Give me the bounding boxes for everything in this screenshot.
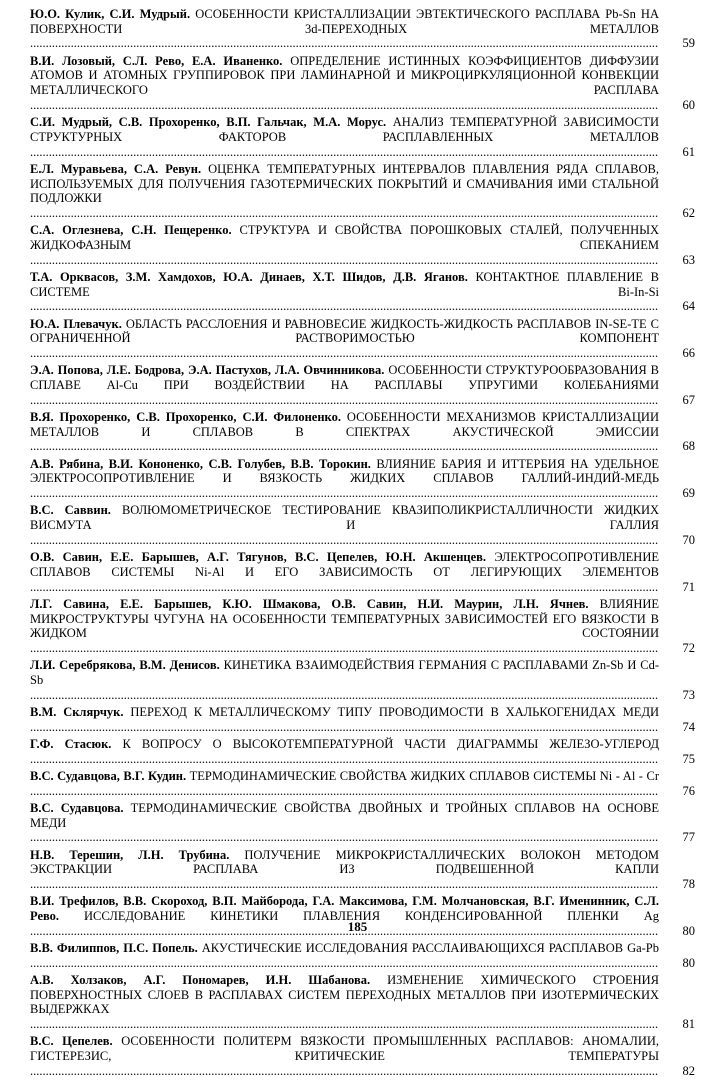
entry-authors: В.В. Филиппов, П.С. Попель.: [30, 941, 198, 956]
entry-authors: А.В. Рябина, В.И. Кононенко, С.В. Голубев, В.В. Торокин.: [30, 456, 371, 471]
dot-leader: [30, 486, 659, 500]
toc-entry-text: [30, 658, 659, 702]
dot-leader: [30, 720, 659, 734]
dot-leader: [30, 299, 659, 313]
entry-page-number: 72: [682, 640, 695, 655]
entry-authors: Ю.А. Плевачук.: [30, 316, 122, 331]
toc-entry: [30, 769, 695, 798]
entry-title: ОСОБЕННОСТИ МЕХАНИЗМОВ КРИСТАЛЛИЗАЦИИ МЕТАЛЛОВ И СПЛАВОВ В СПЕКТРАХ АКУСТИЧЕСКОЙ ЭМИССИИ: [30, 410, 659, 439]
dot-leader: [30, 145, 659, 159]
entry-authors: В.С. Судавцова, В.Г. Кудин.: [30, 768, 187, 783]
dot-leader: [30, 1064, 659, 1078]
entry-authors: Н.В. Терешин, Л.Н. Трубина.: [30, 847, 230, 862]
toc-entry: [30, 54, 695, 113]
toc-entry: [30, 115, 695, 159]
toc-entry-text: [30, 223, 659, 267]
entry-page-number: 68: [682, 439, 695, 454]
entry-authors: Л.И. Серебрякова, В.М. Денисов.: [30, 658, 220, 673]
toc-entry-text: [30, 941, 659, 970]
dot-leader: [30, 1017, 659, 1031]
entry-page-number: 61: [682, 144, 695, 159]
entry-authors: Л.Г. Савина, Е.Е. Барышев, К.Ю. Шмакова, О.В. Савин, Н.И. Маурин, Л.Н. Ячнев.: [30, 596, 589, 611]
toc-entry-text: [30, 317, 659, 361]
toc-entry: [30, 848, 695, 892]
dot-leader: [30, 688, 659, 702]
toc-entry-text: [30, 848, 659, 892]
entry-page-number: 81: [682, 1017, 695, 1032]
entry-page-number: 80: [682, 923, 695, 938]
dot-leader: [30, 877, 659, 891]
page-number: 185: [347, 919, 368, 934]
toc-entry-text: [30, 737, 659, 766]
entry-title: ОБЛАСТЬ РАССЛОЕНИЯ И РАВНОВЕСИЕ ЖИДКОСТЬ-ЖИДКОСТЬ РАСПЛАВОВ IN-SE-TE С ОГРАНИЧЕННОЙ РАСТВОРИМОСТЬЮ КОМПОНЕНТ: [30, 316, 659, 346]
dot-leader: [30, 346, 659, 360]
entry-authors: В.С. Цепелев.: [30, 1034, 113, 1049]
entry-page-number: 60: [682, 97, 695, 112]
entry-title: ОЦЕНКА ТЕМПЕРАТУРНЫХ ИНТЕРВАЛОВ ПЛАВЛЕНИЯ РЯДА СПЛАВОВ, ИСПОЛЬЗУЕМЫХ ДЛЯ ПОЛУЧЕНИЯ ГАЗОТЕРМИЧЕСКИХ ПОКРЫТИЙ И СМАЧИВАНИЯ ИМИ СТАЛЬНОЙ ПОДЛОЖКИ: [30, 161, 659, 206]
entry-page-number: 59: [682, 36, 695, 51]
entry-page-number: 80: [682, 955, 695, 970]
entry-authors: Т.А. Орквасов, З.М. Хамдохов, Ю.А. Динаев, Х.Т. Шидов, Д.В. Яганов.: [30, 269, 468, 284]
entry-page-number: 67: [682, 392, 695, 407]
entry-title: ИССЛЕДОВАНИЕ КИНЕТИКИ ПЛАВЛЕНИЯ КОНДЕНСИРОВАННОЙ ПЛЕНКИ Ag: [83, 909, 659, 924]
toc-entry: [30, 737, 695, 766]
dot-leader: [30, 752, 659, 766]
toc-entry: [30, 1034, 695, 1078]
entry-page-number: 70: [682, 532, 695, 547]
toc-entry-text: [30, 162, 659, 221]
dot-leader: [30, 830, 659, 844]
dot-leader: [30, 253, 659, 267]
entry-page-number: 62: [682, 205, 695, 220]
toc-entry-text: [30, 801, 659, 845]
entry-page-number: 74: [682, 719, 695, 734]
toc-entry: [30, 973, 695, 1032]
toc-entry-text: [30, 410, 659, 454]
entry-title: ОСОБЕННОСТИ ПОЛИТЕРМ ВЯЗКОСТИ ПРОМЫШЛЕННЫХ РАСПЛАВОВ: АНОМАЛИИ, ГИСТЕРЕЗИС, КРИТИЧЕСКИЕ ТЕМПЕРАТУРЫ: [30, 1034, 659, 1064]
entry-page-number: 63: [682, 252, 695, 267]
toc-entry-text: [30, 7, 659, 51]
toc-entry-text: [30, 363, 659, 407]
entry-authors: В.С. Судавцова.: [30, 800, 124, 815]
entry-title: ПЕРЕХОД К МЕТАЛЛИЧЕСКОМУ ТИПУ ПРОВОДИМОСТИ В ХАЛЬКОГЕНИДАХ МЕДИ: [130, 704, 659, 719]
entry-authors: В.М. Склярчук.: [30, 704, 124, 719]
toc-entry: [30, 410, 695, 454]
entry-authors: В.Я. Прохоренко, С.В. Прохоренко, С.И. Филоненко.: [30, 410, 341, 425]
entry-title: ЭЛЕКТРОСОПРОТИВЛЕНИЕ СПЛАВОВ СИСТЕМЫ Ni-Al И ЕГО ЗАВИСИМОСТЬ ОТ ЛЕГИРУЮЩИХ ЭЛЕМЕНТОВ: [30, 550, 659, 579]
entry-title: ПОЛУЧЕНИЕ МИКРОКРИСТАЛЛИЧЕСКИХ ВОЛОКОН МЕТОДОМ ЭКСТРАКЦИИ РАСПЛАВА ИЗ ПОДВЕШЕННОЙ КАПЛИ: [30, 847, 659, 877]
entry-page-number: 66: [682, 346, 695, 361]
toc-entry-text: [30, 973, 659, 1032]
entry-title: КИНЕТИКА ВЗАИМОДЕЙСТВИЯ ГЕРМАНИЯ С РАСПЛАВАМИ Zn-Sb И Cd-Sb: [30, 658, 659, 687]
toc-entry-text: [30, 115, 659, 159]
toc-entry-text: [30, 705, 659, 734]
toc-entry-text: [30, 503, 659, 547]
entry-title: ИЗМЕНЕНИЕ ХИМИЧЕСКОГО СТРОЕНИЯ ПОВЕРХНОСТНЫХ СЛОЕВ В РАСПЛАВАХ СИСТЕМ ПЕРЕХОДНЫХ МЕТАЛЛОВ ПРИ ИЗОТЕРМИЧЕСКИХ ВЫДЕРЖКАХ: [30, 973, 659, 1017]
toc-entry-text: [30, 457, 659, 501]
dot-leader: [30, 439, 659, 453]
toc-entry-text: [30, 769, 659, 798]
entry-page-number: 82: [682, 1063, 695, 1078]
dot-leader: [30, 956, 659, 970]
entry-page-number: 71: [682, 579, 695, 594]
dot-leader: [30, 580, 659, 594]
toc-entry-text: [30, 597, 659, 656]
dot-leader: [30, 784, 659, 798]
toc-entry: [30, 658, 695, 702]
toc-entry: [30, 162, 695, 221]
toc-entry: [30, 941, 695, 970]
dot-leader: [30, 98, 659, 112]
entry-authors: А.В. Холзаков, А.Г. Пономарев, И.Н. Шабанова.: [30, 973, 371, 988]
entry-title: СТРУКТУРА И СВОЙСТВА ПОРОШКОВЫХ СТАЛЕЙ, ПОЛУЧЕННЫХ ЖИДКОФАЗНЫМ СПЕКАНИЕМ: [30, 223, 659, 252]
toc-entry: [30, 363, 695, 407]
entry-title: ОПРЕДЕЛЕНИЕ ИСТИННЫХ КОЭФФИЦИЕНТОВ ДИФФУЗИИ АТОМОВ И АТОМНЫХ ГРУППИРОВОК ПРИ ЛАМИНАРНОЙ И МИКРОЦИРКУЛЯЦИОННОЙ КОНВЕКЦИИ МЕТАЛЛИЧЕСКОГО РАСПЛАВА: [30, 53, 659, 98]
dot-leader: [30, 393, 659, 407]
entry-title: АНАЛИЗ ТЕМПЕРАТУРНОЙ ЗАВИСИМОСТИ СТРУКТУРНЫХ ФАКТОРОВ РАСПЛАВЛЕННЫХ МЕТАЛЛОВ: [30, 115, 659, 144]
dot-leader: [30, 533, 659, 547]
toc-entry-text: [30, 1034, 659, 1078]
entry-title: АКУСТИЧЕСКИЕ ИССЛЕДОВАНИЯ РАССЛАИВАЮЩИХСЯ РАСПЛАВОВ Ga-Pb: [201, 941, 659, 956]
toc-entry: [30, 597, 695, 656]
entry-page-number: 64: [682, 299, 695, 314]
toc-entry: [30, 223, 695, 267]
entry-authors: Е.Л. Муравьева, С.А. Ревун.: [30, 161, 202, 176]
entry-page-number: 78: [682, 877, 695, 892]
toc-entry-text: [30, 54, 659, 113]
toc-entry-text: [30, 550, 659, 594]
toc-entry: [30, 457, 695, 501]
dot-leader: [30, 206, 659, 220]
entry-page-number: 69: [682, 486, 695, 501]
entry-authors: Э.А. Попова, Л.Е. Бодрова, Э.А. Пастухов, Л.А. Овчинникова.: [30, 363, 385, 378]
dot-leader: [30, 36, 659, 50]
toc-entry: [30, 7, 695, 51]
toc-entry: [30, 270, 695, 314]
entry-title: ВЛИЯНИЕ БАРИЯ И ИТТЕРБИЯ НА УДЕЛЬНОЕ ЭЛЕКТРОСОПРОТИВЛЕНИЕ И ВЯЗКОСТЬ ЖИДКИХ СПЛАВОВ ГАЛЛИЙ-ИНДИЙ-МЕДЬ: [30, 456, 659, 486]
entry-authors: В.И. Трефилов, В.В. Скороход, В.П. Майборода, Г.А. Максимова, Г.М. Молчановская, В.Г. Именинник, С.Л. Рево.: [30, 894, 659, 924]
entry-authors: С.А. Оглезнева, С.Н. Пещеренко.: [30, 223, 232, 238]
toc-entry: [30, 317, 695, 361]
toc-entry-text: [30, 270, 659, 314]
entry-title: КОНТАКТНОЕ ПЛАВЛЕНИЕ В СИСТЕМЕ Bi-In-Si: [30, 269, 659, 299]
entry-title: ТЕРМОДИНАМИЧЕСКИЕ СВОЙСТВА ЖИДКИХ СПЛАВОВ СИСТЕМЫ Ni - Al - Cr: [189, 768, 659, 783]
entry-page-number: 77: [682, 830, 695, 845]
toc-entry: [30, 503, 695, 547]
entry-title: ВЛИЯНИЕ МИКРОСТРУКТУРЫ ЧУГУНА НА ОСОБЕННОСТИ ТЕМПЕРАТУРНЫХ ЗАВИСИМОСТЕЙ ЕГО ВЯЗКОСТИ В ЖИДКОМ СОСТОЯНИИ: [30, 596, 659, 641]
entry-title: ВОЛЮМОМЕТРИЧЕСКОЕ ТЕСТИРОВАНИЕ КВАЗИПОЛИКРИСТАЛЛИЧНОСТИ ЖИДКИХ ВИСМУТА И ГАЛЛИЯ: [30, 503, 659, 533]
entry-page-number: 76: [682, 783, 695, 798]
entry-authors: В.И. Лозовый, С.Л. Рево, Е.А. Иваненко.: [30, 53, 283, 68]
entry-authors: Ю.О. Кулик, С.И. Мудрый.: [30, 7, 191, 21]
entry-authors: С.И. Мудрый, С.В. Прохоренко, В.П. Гальчак, М.А. Морус.: [30, 115, 387, 130]
entry-title: ТЕРМОДИНАМИЧЕСКИЕ СВОЙСТВА ДВОЙНЫХ И ТРОЙНЫХ СПЛАВОВ НА ОСНОВЕ МЕДИ: [30, 800, 659, 830]
entry-title: ОСОБЕННОСТИ КРИСТАЛЛИЗАЦИИ ЭВТЕКТИЧЕСКОГО РАСПЛАВА Pb-Sn НА ПОВЕРХНОСТИ 3d-ПЕРЕХОДНЫХ МЕТАЛЛОВ: [30, 7, 659, 36]
entry-page-number: 73: [682, 687, 695, 702]
entry-authors: Г.Ф. Стасюк.: [30, 736, 112, 751]
entry-authors: О.В. Савин, Е.Е. Барышев, А.Г. Тягунов, В.С. Цепелев, Ю.Н. Акшенцев.: [30, 550, 487, 565]
entry-title: К ВОПРОСУ О ВЫСОКОТЕМПЕРАТУРНОЙ ЧАСТИ ДИАГРАММЫ ЖЕЛЕЗО-УГЛЕРОД: [122, 736, 659, 751]
toc-entry: [30, 550, 695, 594]
entry-page-number: 75: [682, 751, 695, 766]
entry-title: ОСОБЕННОСТИ СТРУКТУРООБРАЗОВАНИЯ В СПЛАВЕ Al-Cu ПРИ ВОЗДЕЙСТВИИ НА РАСПЛАВЫ УПРУГИМИ КОЛЕБАНИЯМИ: [30, 363, 659, 393]
entry-authors: В.С. Саввин.: [30, 503, 111, 518]
toc-entry: [30, 705, 695, 734]
toc-entry: [30, 801, 695, 845]
dot-leader: [30, 641, 659, 655]
